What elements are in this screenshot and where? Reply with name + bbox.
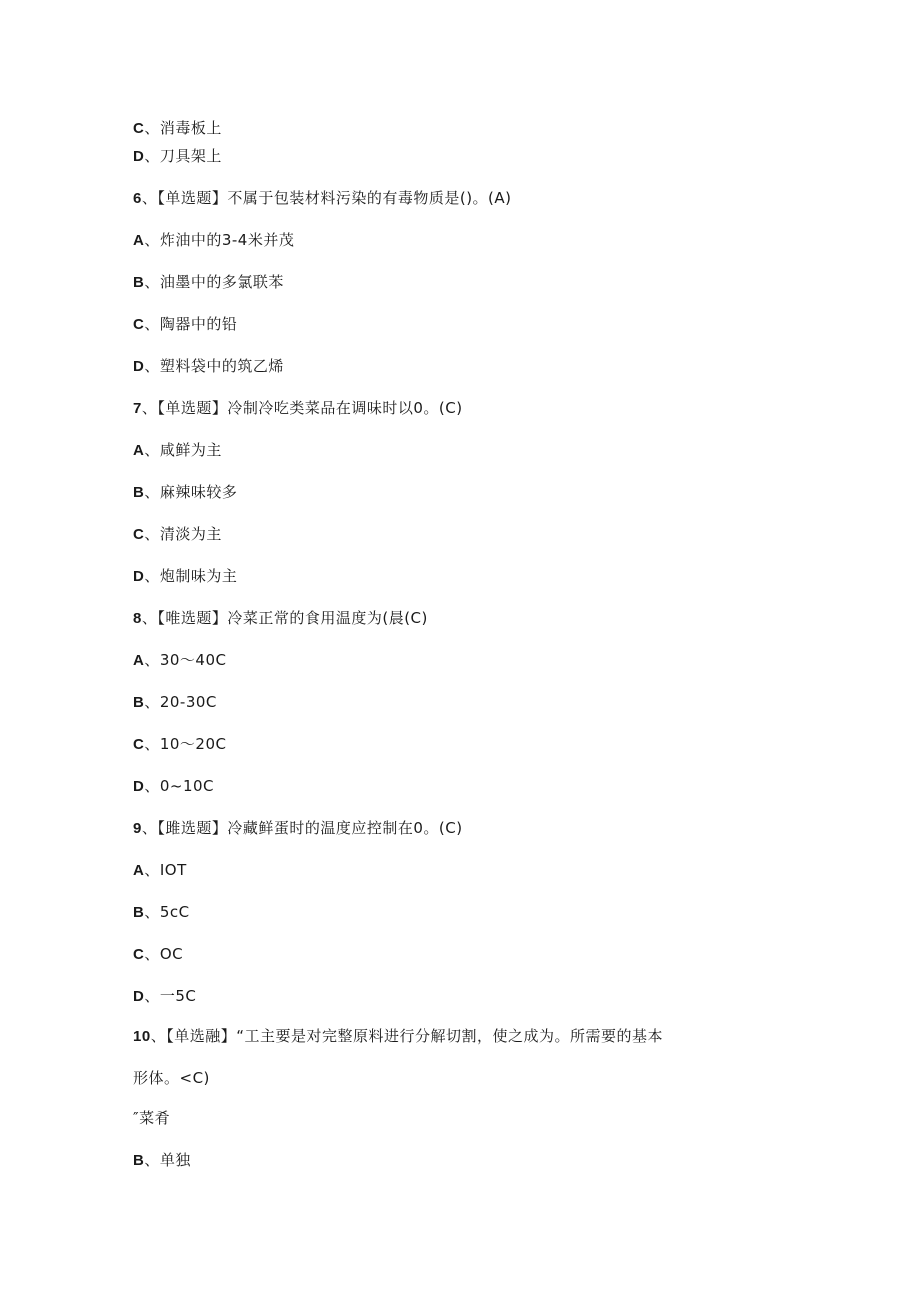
- option-letter: D: [133, 568, 145, 585]
- question-text: 、【单选融】“工主要是对完整原料进行分解切割，使之成为。所需要的基本: [150, 1027, 663, 1045]
- option-line: [133, 314, 237, 335]
- option-letter: A: [133, 232, 145, 249]
- option-text: 、炸油中的3-4米并茂: [144, 231, 295, 249]
- question-text: 形体。<C): [133, 1069, 210, 1087]
- option-line: [133, 566, 237, 587]
- option-letter: D: [133, 148, 145, 165]
- option-text: 、30〜40C: [144, 651, 227, 669]
- option-line: [133, 356, 284, 377]
- option-letter: B: [133, 694, 145, 711]
- question-text: 、【唯选题】冷菜正常的食用温度为(晨(C): [141, 609, 428, 627]
- option-letter: C: [133, 946, 145, 963]
- question-line: [133, 188, 512, 209]
- question-continuation: [133, 1068, 210, 1089]
- option-text: ″菜肴: [133, 1109, 171, 1127]
- option-text: 、0~10C: [144, 777, 215, 795]
- option-text: 、陶器中的铅: [144, 315, 238, 333]
- option-text: 、麻辣味较多: [144, 483, 238, 501]
- option-text: 、20-30C: [144, 693, 217, 711]
- option-text: 、消毒板上: [144, 119, 222, 137]
- option-text: 、单独: [144, 1151, 191, 1169]
- option-letter: B: [133, 1152, 145, 1169]
- question-number: 8: [133, 610, 142, 627]
- option-text: 、5cC: [144, 903, 190, 921]
- option-line: [133, 986, 196, 1007]
- option-line: [133, 734, 227, 755]
- option-line: [133, 230, 294, 251]
- option-line: [133, 482, 237, 503]
- option-letter: C: [133, 316, 145, 333]
- option-letter: D: [133, 988, 145, 1005]
- option-line: [133, 1150, 191, 1171]
- question-line: [133, 608, 428, 629]
- option-line: [133, 692, 217, 713]
- option-letter: A: [133, 862, 145, 879]
- option-letter: C: [133, 526, 145, 543]
- question-line: [133, 398, 463, 419]
- question-text: 、【单选题】不属于包装材料污染的有毒物质是()。(A): [141, 189, 512, 207]
- option-letter: D: [133, 358, 145, 375]
- option-letter: A: [133, 652, 145, 669]
- option-text: 、炮制味为主: [144, 567, 238, 585]
- option-line: [133, 118, 222, 139]
- option-line: [133, 146, 222, 167]
- option-text: 、清淡为主: [144, 525, 222, 543]
- option-line: [133, 902, 190, 923]
- option-line: [133, 440, 222, 461]
- option-line: [133, 272, 284, 293]
- option-text: 、刀具架上: [144, 147, 222, 165]
- option-letter: B: [133, 274, 145, 291]
- option-letter: A: [133, 442, 145, 459]
- option-line: [133, 860, 187, 881]
- question-number: 9: [133, 820, 142, 837]
- option-letter: B: [133, 904, 145, 921]
- option-letter: C: [133, 120, 145, 137]
- option-line: [133, 1108, 170, 1129]
- option-text: 、塑料袋中的筑乙烯: [144, 357, 284, 375]
- question-number: 6: [133, 190, 142, 207]
- question-number: 7: [133, 400, 142, 417]
- option-line: [133, 776, 214, 797]
- question-line: [133, 818, 463, 839]
- option-letter: D: [133, 778, 145, 795]
- option-text: 、OC: [144, 945, 184, 963]
- option-line: [133, 944, 183, 965]
- option-text: 、IOT: [144, 861, 187, 879]
- question-line: [133, 1026, 663, 1047]
- question-number: 10: [133, 1028, 151, 1045]
- option-text: 、10〜20C: [144, 735, 227, 753]
- question-text: 、【单选题】冷制冷吃类菜品在调味时以0。(C): [141, 399, 463, 417]
- option-letter: B: [133, 484, 145, 501]
- option-text: 、咸鲜为主: [144, 441, 222, 459]
- option-letter: C: [133, 736, 145, 753]
- option-text: 、油墨中的多氯联苯: [144, 273, 284, 291]
- option-line: [133, 650, 227, 671]
- option-text: 、一5C: [144, 987, 197, 1005]
- question-text: 、【雎选题】冷藏鲜蛋时的温度应控制在0。(C): [141, 819, 463, 837]
- option-line: [133, 524, 222, 545]
